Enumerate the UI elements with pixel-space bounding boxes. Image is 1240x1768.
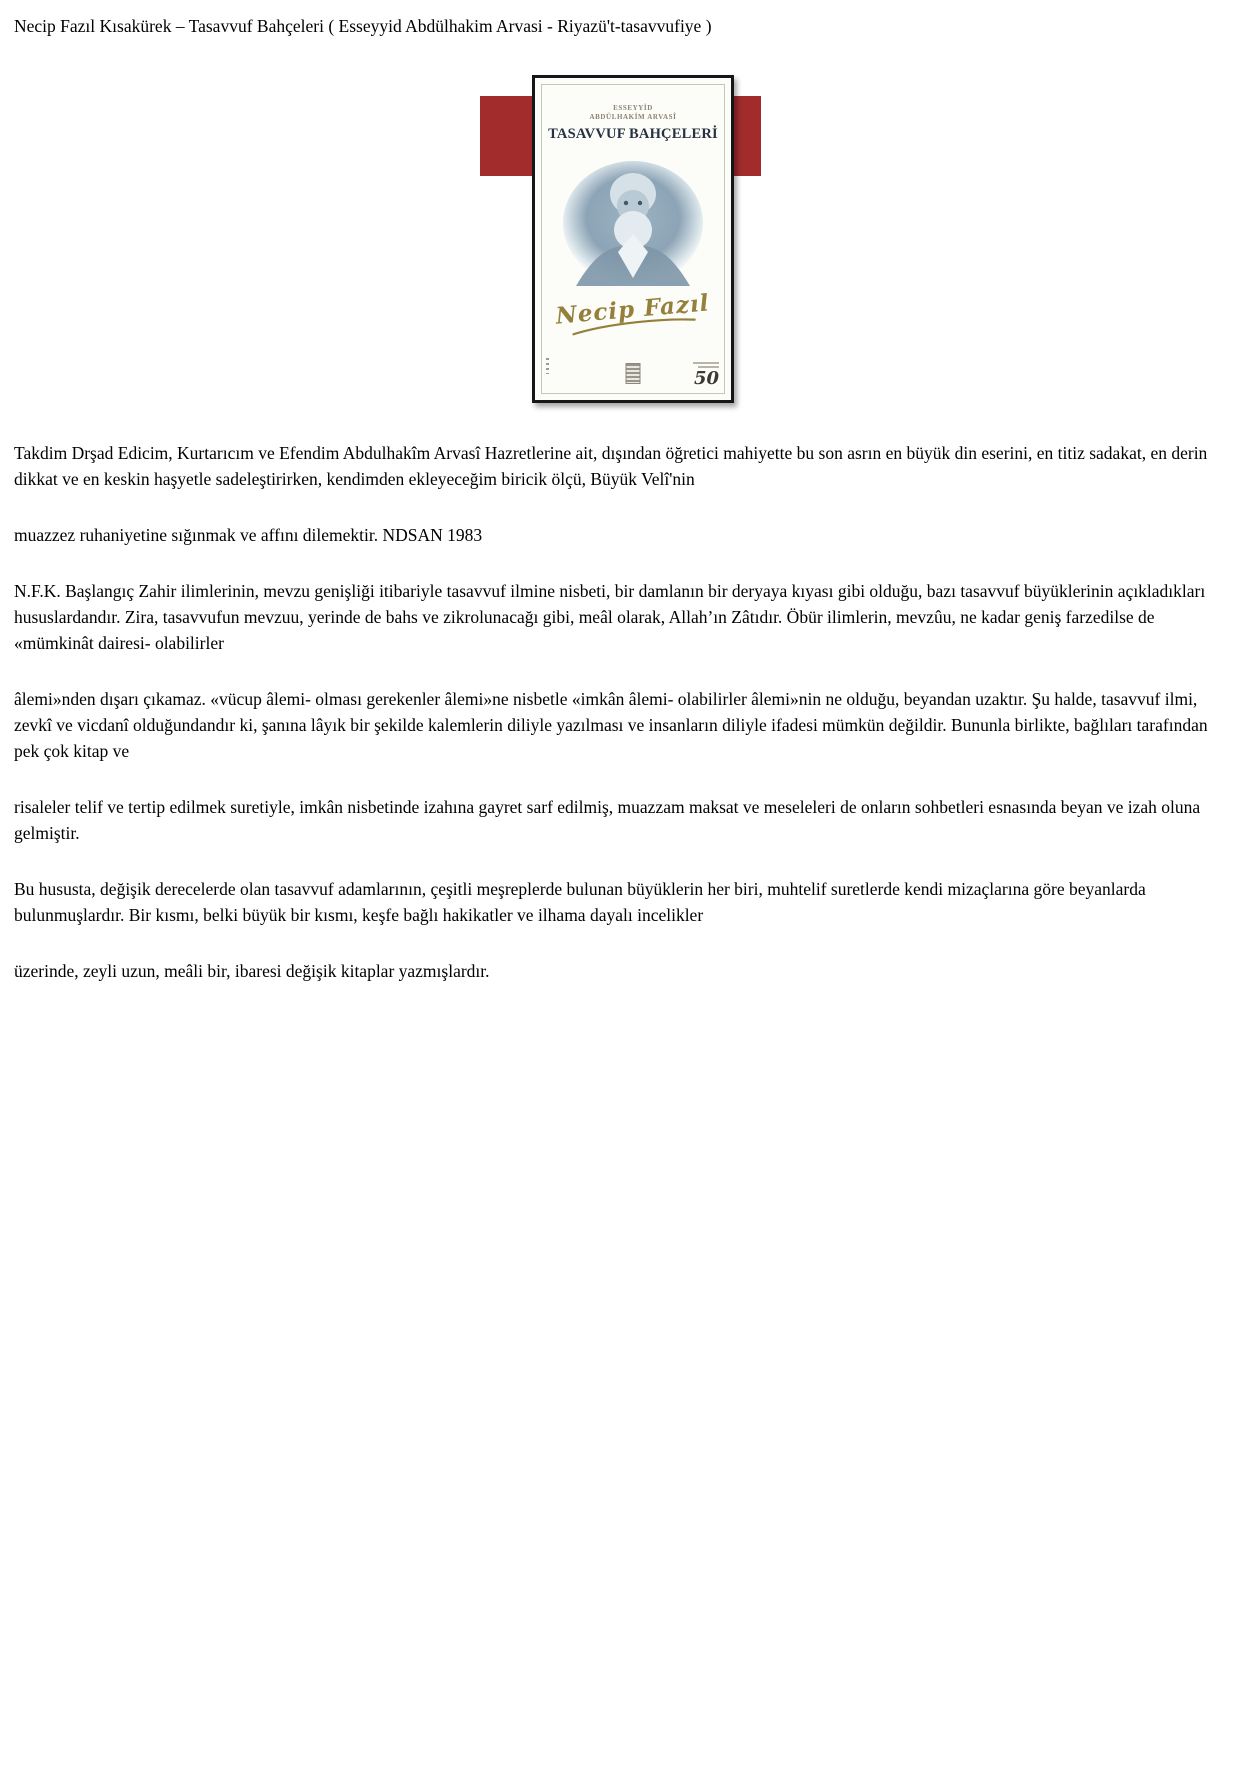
paragraph-uzerinde: üzerinde, zeyli uzun, meâli bir, ibaresi değişik kitaplar yazmışlardır. <box>14 961 490 981</box>
document-body <box>14 440 1226 984</box>
cover-author-name <box>535 104 731 122</box>
paragraph-risaleler: risaleler telif ve tertip edilmek suretiyle, imkân nisbetinde izahına gayret sarf edilmiş, muazzam maksat ve meseleleri de onların sohbetleri esnasında beyan ve izah oluna gelmiştir. <box>14 797 1201 843</box>
paragraph-alem: âlemi»nden dışarı çıkamaz. «vücup âlemi- olması gerekenler âlemi»ne nisbetle «imkân âlemi- olabilirler âlemi»nin ne olduğu, beyandan uzaktır. Şu halde, tasavvuf ilmi, zevkî ve vicdanî olduğundandır ki, şanına lâyık bir şekilde kalemlerin diliyle yazılması ve insanların diliyle ifadesi mümkün değildir. Bununla birlikte, bağlıları tarafından pek çok kitap ve <box>14 689 1208 761</box>
paragraph-baslangic: N.F.K. Başlangıç Zahir ilimlerinin, mevzu genişliği itibariyle tasavvuf ilmine nisbeti, bir damlanın bir deryaya kıyası gibi olduğu, bazı tasavvuf büyüklerinin açıkladıkları hususlardandır. Zira, tasavvufun mevzuu, yerinde de bahs ve zikrolunacağı gibi, meâl olarak, Allah’ın Zâtıdır. Öbür ilimlerin, mevzûu, ne kadar geniş farzedilse de «mümkinât dairesi- olabilirler <box>14 581 1206 653</box>
paragraph-takdim: Takdim Drşad Edicim, Kurtarıcım ve Efendim Abdulhakîm Arvasî Hazretlerine ait, dışından öğretici mahiyette bu son asrın en büyük din eserini, en titiz sadakat, en derin dikkat ve en keskin haşyetle sadeleştirirken, kendimden ekleyeceğim biricik ölçü, Büyük Velî'nin <box>14 443 1208 489</box>
book-cover-image <box>532 75 734 403</box>
badge-number: 50 <box>693 368 719 389</box>
paragraph-dedication: muazzez ruhaniyetine sığınmak ve affını dilemektir. NDSAN 1983 <box>14 525 483 545</box>
author-portrait-image <box>558 160 708 290</box>
cover-spine-marks <box>546 358 549 374</box>
cover-book-title: TASAVVUF BAHÇELERİ <box>548 126 718 142</box>
author-signature <box>534 288 732 342</box>
page-title: Necip Fazıl Kısakürek – Tasavvuf Bahçeleri ( Esseyyid Abdülhakim Arvasi - Riyazü't-tasavvufiye ) <box>14 16 712 36</box>
book-cover-figure <box>0 75 1240 403</box>
cover-author-line1: ESSEYYİD <box>613 104 653 112</box>
anniversary-badge <box>693 362 719 388</box>
paragraph-bu-hususta: Bu hususta, değişik derecelerde olan tasavvuf adamlarının, çeşitli meşreplerde bulunan büyüklerin her biri, muhtelif suretlerde kendi mizaçlarına göre beyanlarda bulunmuşlardır. Bir kısmı, belki büyük bir kısmı, keşfe bağlı hakikatler ve ilhama dayalı incelikler <box>14 879 1146 925</box>
publisher-logo-icon <box>626 363 641 384</box>
cover-author-line2: ABDÜLHAKİM ARVASÎ <box>589 113 677 121</box>
author-signature-text: Necip Fazıl <box>554 289 711 330</box>
